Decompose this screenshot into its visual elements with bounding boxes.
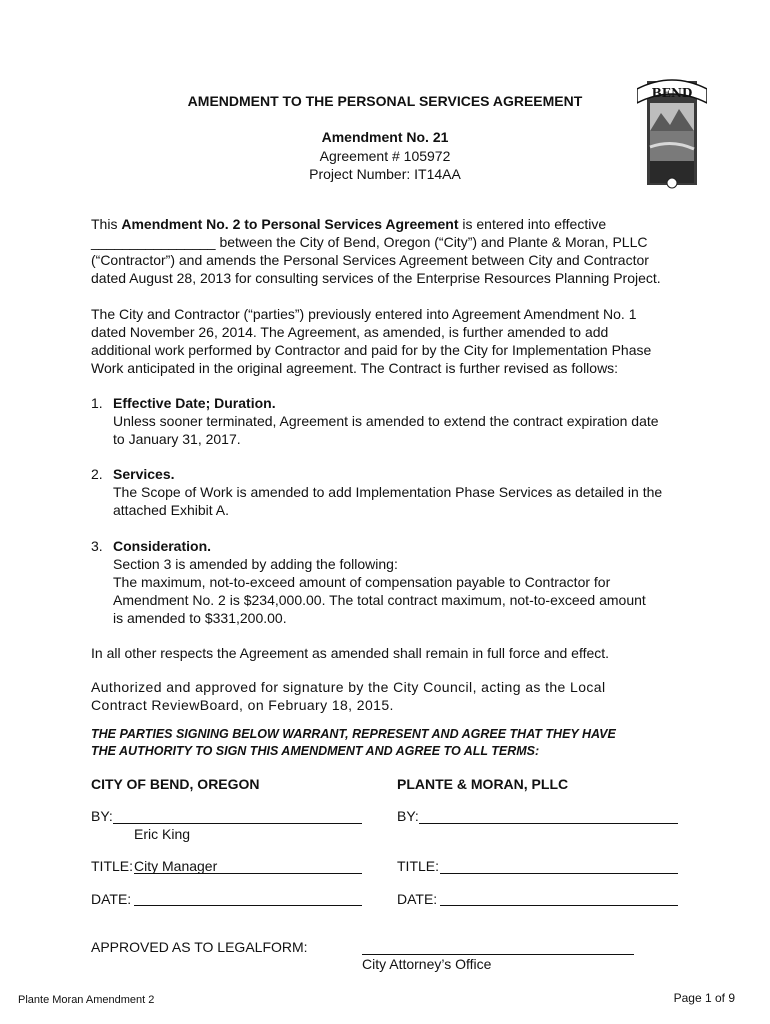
section-heading: Effective Date; Duration. bbox=[113, 395, 276, 411]
intro-paragraph bbox=[91, 215, 691, 287]
city-attorney-label: City Attorney’s Office bbox=[362, 956, 492, 972]
project-number: Project Number: IT14AA bbox=[309, 166, 461, 182]
document-title: AMENDMENT TO THE PERSONAL SERVICES AGREEMENT bbox=[187, 93, 583, 109]
section-3 bbox=[91, 537, 691, 627]
section-number: 2. bbox=[91, 466, 103, 482]
city-party-name: CITY OF BEND, OREGON bbox=[91, 776, 260, 792]
authorized-line-2: Contract ReviewBoard, on February 18, 2015. bbox=[91, 697, 394, 713]
city-signature-line[interactable] bbox=[113, 823, 362, 824]
contractor-party-name: PLANTE & MORAN, PLLC bbox=[397, 776, 569, 792]
approved-legal-form-label: APPROVED AS TO LEGALFORM: bbox=[91, 939, 308, 955]
section-number: 1. bbox=[91, 395, 103, 411]
authorized-line-1: Authorized and approved for signature by the City Council, acting as the Local bbox=[91, 679, 606, 695]
remain-clause: In all other respects the Agreement as amended shall remain in full force and effect. bbox=[91, 645, 610, 661]
recital-paragraph bbox=[91, 305, 691, 377]
recital-line-4: Work anticipated in the original agreement. The Contract is further revised as follows: bbox=[91, 360, 619, 376]
warrant-line-1: THE PARTIES SIGNING BELOW WARRANT, REPRESENT AND AGREE THAT THEY HAVE bbox=[91, 727, 616, 741]
agreement-number: Agreement # 105972 bbox=[319, 148, 451, 164]
section-line: to January 31, 2017. bbox=[113, 431, 241, 447]
city-date-line[interactable] bbox=[134, 905, 362, 906]
section-line: Unless sooner terminated, Agreement is amended to extend the contract expiration date bbox=[113, 413, 659, 429]
recital-line-2: dated November 26, 2014. The Agreement, as amended, is further amended to add bbox=[91, 324, 609, 340]
city-title-label: TITLE: bbox=[91, 858, 134, 874]
city-signer-name: Eric King bbox=[134, 826, 191, 842]
amendment-number: Amendment No. 21 bbox=[321, 129, 449, 145]
intro-line-4: dated August 28, 2013 for consulting services of the Enterprise Resources Planning Project. bbox=[91, 270, 661, 286]
city-title-line[interactable] bbox=[134, 873, 362, 874]
city-by-label: BY: bbox=[91, 808, 113, 824]
city-attorney-signature-line[interactable] bbox=[362, 954, 634, 955]
intro-prefix: This bbox=[91, 216, 122, 232]
city-date-label: DATE: bbox=[91, 891, 132, 907]
section-line: Section 3 is amended by adding the following: bbox=[113, 556, 398, 572]
warrant-statement bbox=[91, 726, 691, 760]
section-line: is amended to $331,200.00. bbox=[113, 610, 287, 626]
logo-text: BEND bbox=[651, 86, 693, 100]
contractor-title-label: TITLE: bbox=[397, 858, 440, 874]
page-number: Page 1 of 9 bbox=[673, 991, 735, 1005]
section-1 bbox=[91, 394, 691, 448]
authorized-paragraph bbox=[91, 678, 691, 714]
section-2 bbox=[91, 465, 691, 519]
intro-line-2: ________________ between the City of Bend, Oregon (“City”) and Plante & Moran, PLLC bbox=[91, 234, 648, 250]
section-heading: Services. bbox=[113, 466, 175, 482]
contractor-title-line[interactable] bbox=[440, 873, 678, 874]
section-line: Amendment No. 2 is $234,000.00. The total contract maximum, not-to-exceed amount bbox=[113, 592, 646, 608]
recital-line-1: The City and Contractor (“parties”) previously entered into Agreement Amendment No. 1 bbox=[91, 306, 637, 322]
city-title-value: City Manager bbox=[134, 858, 218, 874]
intro-bold: Amendment No. 2 to Personal Services Agreement bbox=[121, 216, 459, 232]
footer-document-name: Plante Moran Amendment 2 bbox=[18, 994, 155, 1006]
section-line: The maximum, not-to-exceed amount of compensation payable to Contractor for bbox=[113, 574, 611, 590]
contractor-date-label: DATE: bbox=[397, 891, 438, 907]
section-number: 3. bbox=[91, 538, 103, 554]
section-line: attached Exhibit A. bbox=[113, 502, 229, 518]
warrant-line-2: THE AUTHORITY TO SIGN THIS AMENDMENT AND AGREE TO ALL TERMS: bbox=[91, 744, 540, 758]
contractor-signature-line[interactable] bbox=[419, 823, 678, 824]
section-line: The Scope of Work is amended to add Implementation Phase Services as detailed in the bbox=[113, 484, 663, 500]
intro-line-1 bbox=[91, 215, 691, 233]
section-heading: Consideration. bbox=[113, 538, 212, 554]
recital-line-3: additional work performed by Contractor and paid for by the City for Implementation Phase bbox=[91, 342, 652, 358]
contractor-by-label: BY: bbox=[397, 808, 419, 824]
intro-line-3: (“Contractor”) and amends the Personal Services Agreement between City and Contractor bbox=[91, 252, 649, 268]
contractor-date-line[interactable] bbox=[440, 905, 678, 906]
intro-suffix: is entered into effective bbox=[458, 216, 607, 232]
